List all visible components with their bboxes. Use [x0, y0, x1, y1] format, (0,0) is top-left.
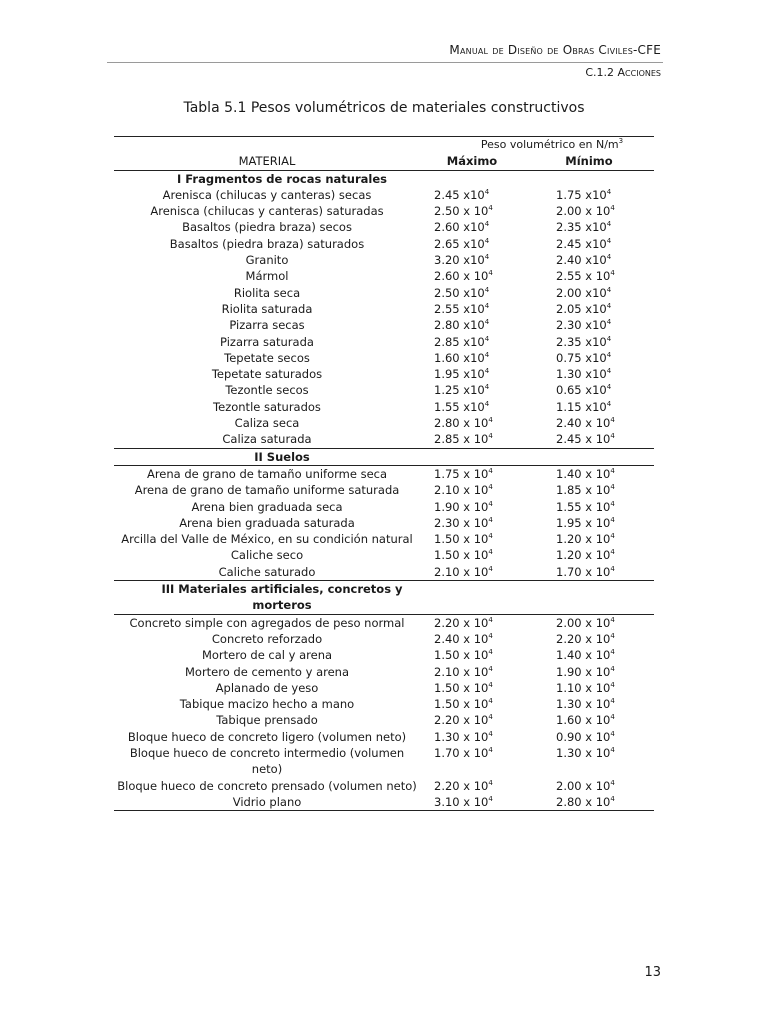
exponent: 4 — [610, 729, 615, 738]
exponent: 4 — [610, 697, 615, 706]
max-value: 2.65 x10 — [434, 236, 485, 251]
table-row — [114, 187, 654, 203]
material-cell: Arena de grano de tamaño uniforme saturada — [134, 483, 400, 498]
max-value-cell — [420, 317, 524, 333]
exponent: 4 — [488, 664, 493, 673]
min-value: 2.00 x 10 — [556, 778, 611, 793]
table-row — [114, 499, 654, 515]
min-value: 2.45 x 10 — [556, 432, 611, 447]
material-cell: Pizarra saturada — [220, 334, 314, 349]
table-row — [114, 614, 654, 631]
min-value-cell — [524, 614, 654, 631]
max-value: 2.20 x 10 — [434, 778, 489, 793]
exponent: 4 — [488, 269, 493, 278]
exponent: 4 — [610, 483, 615, 492]
exponent: 4 — [484, 285, 490, 294]
max-value-cell — [420, 647, 524, 663]
exponent: 4 — [606, 187, 612, 196]
exponent: 4 — [484, 399, 490, 408]
max-value-cell — [420, 778, 524, 794]
min-value: 1.90 x 10 — [556, 664, 611, 679]
min-value: 1.20 x 10 — [556, 548, 611, 563]
exponent: 4 — [610, 778, 615, 787]
table-row — [114, 399, 654, 415]
exponent: 4 — [488, 648, 493, 657]
max-value-cell — [420, 664, 524, 680]
exponent: 4 — [610, 713, 615, 722]
table-row — [114, 252, 654, 268]
section-title: II Suelos — [114, 448, 420, 465]
max-value: 2.50 x 10 — [434, 204, 489, 219]
min-value: 0.65 x10 — [556, 383, 607, 398]
material-cell: Caliche saturado — [218, 564, 316, 579]
max-value-cell — [420, 219, 524, 235]
exponent: 4 — [484, 350, 490, 359]
max-value: 1.90 x 10 — [434, 499, 489, 514]
min-value: 1.10 x 10 — [556, 680, 611, 695]
material-cell: Caliza seca — [234, 416, 300, 431]
max-value: 1.60 x10 — [434, 350, 485, 365]
exponent: 4 — [610, 648, 615, 657]
table-row — [114, 531, 654, 547]
max-value-cell — [420, 631, 524, 647]
exponent: 4 — [488, 499, 493, 508]
min-value-cell — [524, 203, 654, 219]
exponent: 4 — [610, 466, 615, 475]
min-value: 1.95 x 10 — [556, 515, 611, 530]
max-value-cell — [420, 614, 524, 631]
table-row — [114, 712, 654, 728]
table-row — [114, 219, 654, 235]
min-value: 1.30 x 10 — [556, 697, 611, 712]
min-value-cell — [524, 382, 654, 398]
exponent: 4 — [484, 334, 490, 343]
section-title: I Fragmentos de rocas naturales — [177, 171, 387, 186]
exponent: 4 — [488, 466, 493, 475]
min-value-cell — [524, 301, 654, 317]
max-value: 2.50 x10 — [434, 285, 485, 300]
section-row — [114, 170, 654, 187]
material-cell: Concreto reforzado — [211, 631, 323, 646]
table-caption: Tabla 5.1 Pesos volumétricos de materiales constructivos — [183, 100, 585, 116]
running-header-section: C.1.2 Acciones — [585, 66, 661, 79]
max-value: 1.50 x 10 — [434, 532, 489, 547]
max-value-cell — [420, 399, 524, 415]
material-cell: Aplanado de yeso — [215, 680, 319, 695]
exponent: 4 — [488, 680, 493, 689]
exponent: 4 — [488, 697, 493, 706]
material-cell: Tezontle saturados — [213, 399, 321, 414]
exponent: 4 — [484, 318, 490, 327]
exponent: 4 — [606, 399, 612, 408]
max-value: 2.85 x 10 — [434, 432, 489, 447]
exponent: 4 — [488, 532, 493, 541]
min-value: 2.55 x 10 — [556, 269, 611, 284]
exponent: 4 — [610, 615, 615, 624]
min-value-cell — [524, 252, 654, 268]
exponent: 4 — [488, 794, 493, 803]
min-value: 2.00 x10 — [556, 285, 607, 300]
material-cell: Mortero de cal y arena — [201, 648, 333, 663]
min-value: 1.55 x 10 — [556, 499, 611, 514]
material-cell: Pizarra secas — [229, 318, 305, 333]
max-value: 1.50 x 10 — [434, 680, 489, 695]
max-value: 2.45 x10 — [434, 187, 485, 202]
min-value-cell — [524, 366, 654, 382]
section-row — [114, 581, 654, 615]
max-value-cell — [420, 794, 524, 811]
material-cell: Riolita saturada — [221, 301, 313, 316]
min-value: 1.30 x 10 — [556, 745, 611, 760]
header-divider — [107, 62, 663, 63]
table-row — [114, 680, 654, 696]
max-value: 1.25 x10 — [434, 383, 485, 398]
max-value-cell — [420, 531, 524, 547]
table-row — [114, 415, 654, 431]
min-value: 2.80 x 10 — [556, 794, 611, 809]
min-value-cell — [524, 399, 654, 415]
min-value: 1.40 x 10 — [556, 648, 611, 663]
min-value: 2.35 x10 — [556, 334, 607, 349]
max-value-cell — [420, 301, 524, 317]
exponent: 4 — [484, 187, 490, 196]
table-row — [114, 647, 654, 663]
exponent: 4 — [610, 416, 615, 425]
table-row — [114, 745, 654, 778]
material-cell: Arenisca (chilucas y canteras) saturadas — [150, 204, 384, 219]
exponent: 4 — [488, 548, 493, 557]
min-value: 2.00 x 10 — [556, 204, 611, 219]
exponent: 4 — [610, 499, 615, 508]
exponent: 4 — [488, 729, 493, 738]
material-cell: Arena bien graduada seca — [191, 499, 343, 514]
max-value: 2.85 x10 — [434, 334, 485, 349]
exponent: 4 — [488, 615, 493, 624]
material-cell: Tepetate secos — [224, 350, 310, 365]
exponent: 4 — [606, 253, 612, 262]
max-value: 1.50 x 10 — [434, 697, 489, 712]
exponent: 4 — [606, 285, 612, 294]
min-value-cell — [524, 268, 654, 284]
material-cell: Concreto simple con agregados de peso normal — [129, 615, 405, 630]
material-cell: Mortero de cemento y arena — [184, 664, 350, 679]
max-value-cell — [420, 350, 524, 366]
material-cell: Arenisca (chilucas y canteras) secas — [162, 187, 372, 202]
table-row — [114, 564, 654, 581]
material-cell: Basaltos (piedra braza) secos — [182, 220, 352, 235]
exponent: 4 — [606, 236, 612, 245]
exponent: 4 — [488, 778, 493, 787]
table-row — [114, 547, 654, 563]
max-value-cell — [420, 382, 524, 398]
min-value: 2.30 x10 — [556, 318, 607, 333]
max-value: 1.55 x10 — [434, 399, 485, 414]
exponent: 4 — [610, 548, 615, 557]
max-value: 2.80 x10 — [434, 318, 485, 333]
max-value-cell — [420, 465, 524, 482]
material-cell: Arena de grano de tamaño uniforme seca — [146, 466, 388, 481]
max-value-cell — [420, 252, 524, 268]
min-value-cell — [524, 465, 654, 482]
min-value: 2.20 x 10 — [556, 631, 611, 646]
max-value: 2.10 x 10 — [434, 564, 489, 579]
table-row — [114, 317, 654, 333]
min-value-cell — [524, 219, 654, 235]
max-value-cell — [420, 482, 524, 498]
min-value-cell — [524, 499, 654, 515]
exponent: 4 — [606, 220, 612, 229]
exponent: 4 — [484, 301, 490, 310]
max-value: 1.95 x10 — [434, 367, 485, 382]
max-value-cell — [420, 745, 524, 778]
unit-label: Peso volumétrico en N/m — [480, 138, 619, 151]
min-value-cell — [524, 415, 654, 431]
max-value: 2.40 x 10 — [434, 631, 489, 646]
exponent: 4 — [610, 794, 615, 803]
min-value: 0.75 x10 — [556, 350, 607, 365]
column-header-max: Máximo — [420, 153, 524, 170]
min-value: 1.60 x 10 — [556, 713, 611, 728]
max-value-cell — [420, 285, 524, 301]
max-value-cell — [420, 366, 524, 382]
column-header-min: Mínimo — [524, 153, 654, 170]
exponent: 4 — [610, 745, 615, 754]
exponent: 4 — [610, 432, 615, 441]
material-cell: Bloque hueco de concreto ligero (volumen neto) — [127, 729, 407, 744]
exponent: 4 — [610, 532, 615, 541]
material-cell: Tabique macizo hecho a mano — [179, 697, 355, 712]
min-value: 2.40 x 10 — [556, 416, 611, 431]
exponent: 4 — [610, 515, 615, 524]
min-value-cell — [524, 547, 654, 563]
exponent: 4 — [606, 367, 612, 376]
section-row — [114, 448, 654, 465]
exponent: 4 — [606, 350, 612, 359]
table-row — [114, 794, 654, 811]
max-value-cell — [420, 729, 524, 745]
section-empty-cell — [524, 581, 654, 615]
material-cell: Tezontle secos — [225, 383, 309, 398]
max-value: 2.20 x 10 — [434, 615, 489, 630]
table-row — [114, 696, 654, 712]
min-value-cell — [524, 531, 654, 547]
min-value-cell — [524, 482, 654, 498]
exponent: 4 — [488, 483, 493, 492]
min-value: 1.85 x 10 — [556, 483, 611, 498]
exponent: 4 — [488, 713, 493, 722]
exponent: 4 — [606, 383, 612, 392]
min-value: 2.45 x10 — [556, 236, 607, 251]
min-value: 1.20 x 10 — [556, 532, 611, 547]
min-value-cell — [524, 696, 654, 712]
table-row — [114, 285, 654, 301]
table-row — [114, 366, 654, 382]
max-value-cell — [420, 415, 524, 431]
material-cell: Tepetate saturados — [211, 367, 323, 382]
page-number: 13 — [644, 965, 661, 980]
min-value-cell — [524, 664, 654, 680]
material-cell: Vidrio plano — [114, 794, 420, 811]
min-value-cell — [524, 285, 654, 301]
max-value: 2.10 x 10 — [434, 664, 489, 679]
material-cell: Bloque hueco de concreto intermedio (volumen neto) — [129, 745, 405, 777]
unit-header — [420, 137, 654, 154]
exponent: 4 — [610, 680, 615, 689]
max-value-cell — [420, 268, 524, 284]
section-empty-cell — [420, 448, 524, 465]
max-value-cell — [420, 236, 524, 252]
material-cell: Arcilla del Valle de México, en su condición natural — [121, 532, 413, 547]
min-value-cell — [524, 564, 654, 581]
exponent: 4 — [488, 416, 493, 425]
table-row — [114, 482, 654, 498]
table-row — [114, 382, 654, 398]
min-value: 2.05 x10 — [556, 301, 607, 316]
min-value-cell — [524, 712, 654, 728]
max-value: 2.55 x10 — [434, 301, 485, 316]
material-cell: Bloque hueco de concreto prensado (volumen neto) — [117, 778, 417, 793]
section-empty-cell — [524, 448, 654, 465]
unit-exponent: 3 — [618, 137, 624, 145]
exponent: 4 — [484, 220, 490, 229]
max-value: 2.30 x 10 — [434, 515, 489, 530]
min-value-cell — [524, 515, 654, 531]
material-cell: Granito — [245, 253, 289, 268]
material-cell: Riolita seca — [233, 285, 301, 300]
table-row — [114, 729, 654, 745]
table-row — [114, 268, 654, 284]
max-value-cell — [420, 515, 524, 531]
min-value: 1.75 x10 — [556, 187, 607, 202]
max-value: 2.60 x10 — [434, 220, 485, 235]
max-value-cell — [420, 547, 524, 563]
exponent: 4 — [610, 564, 615, 573]
table-row — [114, 664, 654, 680]
min-value-cell — [524, 431, 654, 448]
exponent: 4 — [606, 301, 612, 310]
exponent: 4 — [610, 631, 615, 640]
exponent: 4 — [484, 236, 490, 245]
exponent: 4 — [484, 367, 490, 376]
running-header-title: Manual de Diseño de Obras Civiles-CFE — [449, 43, 661, 57]
exponent: 4 — [488, 515, 493, 524]
table-row — [114, 465, 654, 482]
max-value: 3.10 x 10 — [434, 794, 489, 809]
max-value: 2.20 x 10 — [434, 713, 489, 728]
section-empty-cell — [524, 170, 654, 187]
material-cell: Caliza saturada — [222, 432, 312, 447]
section-empty-cell — [420, 170, 524, 187]
min-value-cell — [524, 631, 654, 647]
max-value: 2.80 x 10 — [434, 416, 489, 431]
min-value-cell — [524, 778, 654, 794]
exponent: 4 — [488, 745, 493, 754]
max-value: 2.10 x 10 — [434, 483, 489, 498]
min-value-cell — [524, 729, 654, 745]
table-row — [114, 631, 654, 647]
max-value: 1.70 x 10 — [434, 745, 489, 760]
max-value-cell — [420, 334, 524, 350]
min-value-cell — [524, 794, 654, 811]
min-value: 0.90 x 10 — [556, 729, 611, 744]
exponent: 4 — [488, 432, 493, 441]
min-value: 1.30 x10 — [556, 367, 607, 382]
max-value-cell — [420, 203, 524, 219]
table-row — [114, 350, 654, 366]
section-empty-cell — [420, 581, 524, 615]
min-value-cell — [524, 187, 654, 203]
material-weight-table — [114, 136, 654, 811]
min-value: 2.00 x 10 — [556, 615, 611, 630]
min-value-cell — [524, 350, 654, 366]
min-value: 1.40 x 10 — [556, 466, 611, 481]
min-value: 2.35 x10 — [556, 220, 607, 235]
max-value-cell — [420, 564, 524, 581]
min-value-cell — [524, 317, 654, 333]
max-value-cell — [420, 431, 524, 448]
table-row — [114, 431, 654, 448]
max-value: 1.50 x 10 — [434, 648, 489, 663]
max-value-cell — [420, 680, 524, 696]
max-value-cell — [420, 712, 524, 728]
table-row — [114, 236, 654, 252]
exponent: 4 — [488, 631, 493, 640]
exponent: 4 — [610, 204, 615, 213]
material-cell: Tabique prensado — [216, 713, 318, 728]
max-value-cell — [420, 499, 524, 515]
table-row — [114, 301, 654, 317]
table-row — [114, 515, 654, 531]
header-empty-cell — [114, 137, 420, 154]
exponent: 4 — [606, 334, 612, 343]
exponent: 4 — [606, 318, 612, 327]
max-value: 1.30 x 10 — [434, 729, 489, 744]
exponent: 4 — [610, 269, 615, 278]
exponent: 4 — [488, 204, 493, 213]
max-value: 2.60 x 10 — [434, 269, 489, 284]
table-row — [114, 334, 654, 350]
material-weight-table-wrapper — [114, 136, 654, 811]
max-value: 1.50 x 10 — [434, 548, 489, 563]
min-value-cell — [524, 680, 654, 696]
max-value-cell — [420, 187, 524, 203]
exponent: 4 — [484, 383, 490, 392]
min-value: 1.15 x10 — [556, 399, 607, 414]
min-value: 2.40 x10 — [556, 253, 607, 268]
material-cell: Caliche seco — [230, 548, 304, 563]
min-value-cell — [524, 745, 654, 778]
exponent: 4 — [484, 253, 490, 262]
table-body — [114, 170, 654, 811]
material-cell: Mármol — [245, 269, 289, 284]
table-row — [114, 203, 654, 219]
min-value-cell — [524, 647, 654, 663]
exponent: 4 — [488, 564, 493, 573]
min-value-cell — [524, 334, 654, 350]
max-value: 3.20 x10 — [434, 253, 485, 268]
table-row — [114, 778, 654, 794]
column-header-material: MATERIAL — [114, 153, 420, 170]
material-cell: Arena bien graduada saturada — [179, 515, 355, 530]
max-value-cell — [420, 696, 524, 712]
material-cell: Basaltos (piedra braza) saturados — [169, 236, 365, 251]
max-value: 1.75 x 10 — [434, 466, 489, 481]
min-value-cell — [524, 236, 654, 252]
min-value: 1.70 x 10 — [556, 564, 611, 579]
section-title: III Materiales artificiales, concretos y morteros — [114, 581, 420, 615]
exponent: 4 — [610, 664, 615, 673]
